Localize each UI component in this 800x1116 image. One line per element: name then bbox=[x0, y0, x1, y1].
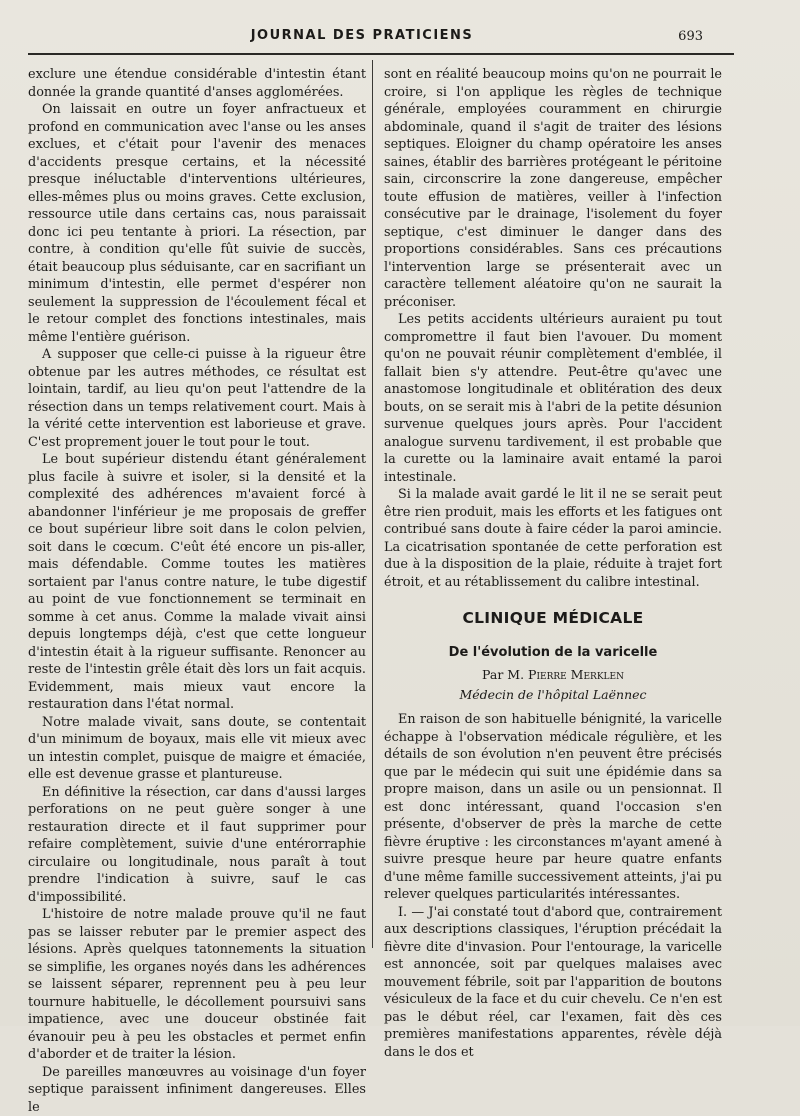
left-column bbox=[28, 66, 366, 1116]
article-title: De l'évolution de la varicelle bbox=[384, 644, 722, 662]
byline bbox=[384, 666, 722, 684]
paragraph: En définitive la résection, car dans d'aussi larges perforations on ne peut guère songer à une restauration directe et il faut supprimer pour refaire complètement, suivie d'une entérorraphie circulaire ou longitudinale, nous paraît à tout prendre l'indication à suivre, sauf le cas d'impossibilité. bbox=[28, 784, 366, 907]
page-number: 693 bbox=[678, 29, 703, 44]
paragraph: I. — J'ai constaté tout d'abord que, contrairement aux descriptions classiques, l'éruption précédait la fièvre dite d'invasion. Pour l'entourage, la varicelle est annoncée, soit par quelques malaises avec mouvement fébrile, soit par l'apparition de boutons vésiculeux de la face et du cuir chevelu. Ce n'en est pas le début réel, car l'examen, fait dès ces premières manifestations apparentes, révèle déjà dans le dos et bbox=[384, 904, 722, 1062]
column-divider bbox=[372, 60, 373, 948]
paragraph: Les petits accidents ultérieurs auraient pu tout compromettre il faut bien l'avouer. Du moment qu'on ne pouvait réunir complètement d'emblée, il fallait bien s'y attendre. Peut-être qu'avec une anastomose longitudinale et oblitération des deux bouts, on se serait mis à l'abri de la petite désunion survenue quelques jours après. Pour l'accident analogue survenu tardivement, il est probable que la curette ou la laminaire avait entamé la paroi intestinale. bbox=[384, 311, 722, 486]
right-column bbox=[384, 66, 722, 1061]
paragraph: exclure une étendue considérable d'intestin étant donnée la grande quantité d'anses agglomérées. bbox=[28, 66, 366, 101]
running-title: JOURNAL DES PRATICIENS bbox=[20, 28, 704, 43]
paragraph: Notre malade vivait, sans doute, se contentait d'un minimum de boyaux, mais elle vit mieux avec un intestin complet, puisque de maigre et émaciée, elle est devenue grasse et plantureuse. bbox=[28, 714, 366, 784]
paragraph: A supposer que celle-ci puisse à la rigueur être obtenue par les autres méthodes, ce résultat est lointain, tardif, au lieu qu'on peut l'attendre de la résection dans un temps relativement court. Mais à la vérité cette intervention est laborieuse et grave. C'est proprement jouer le tout pour le tout. bbox=[28, 346, 366, 451]
author-affiliation: Médecin de l'hôpital Laënnec bbox=[384, 686, 722, 704]
author-name: Pierre Merklen bbox=[528, 667, 624, 682]
paragraph: En raison de son habituelle bénignité, la varicelle échappe à l'observation médicale régulière, et les détails de son évolution n'en peuvent être précisés que par le médecin qui suit une épidémie dans sa propre maison, dans un asile ou un pensionnat. Il est donc intéressant, quand l'occasion s'en présente, d'observer de près la marche de cette fièvre éruptive : les circonstances m'ayant amené à suivre presque heure par heure quatre enfants d'une même famille successivement atteints, j'ai pu relever quelques particularités intéressantes. bbox=[384, 711, 722, 904]
paragraph: Le bout supérieur distendu étant généralement plus facile à suivre et isoler, si la densité et la complexité des adhérences m'avaient forcé à abandonner l'inférieur je me proposais de greffer ce bout supérieur libre soit dans le colon pelvien, soit dans le cœcum. C'eût été encore un pis-aller, mais défendable. Comme toutes les matières sortaient par l'anus contre nature, le tube digestif au point de vue fonctionnement se terminait en somme à cet anus. Comme la malade vivait ainsi depuis longtemps déjà, c'est que cette longueur d'intestin était à la rigueur suffisante. Renoncer au reste de l'intestin grêle était dès lors un fait acquis. Evidemment, mais mieux vaut encore la restauration dans l'état normal. bbox=[28, 451, 366, 714]
paragraph: L'histoire de notre malade prouve qu'il ne faut pas se laisser rebuter par le premier aspect des lésions. Après quelques tatonnements la situation se simplifie, les organes noyés dans les adhérences se laissent séparer, reprennent peu à peu leur tournure habituelle, le décollement poursuivi sans impatience, avec une douceur obstinée fait évanouir peu à peu les obstacles et permet enfin d'aborder et de traiter la lésion. bbox=[28, 906, 366, 1064]
byline-prefix: Par M. bbox=[482, 667, 524, 682]
paragraph: sont en réalité beaucoup moins qu'on ne pourrait le croire, si l'on applique les règles de technique générale, employées couramment en chirurgie abdominale, quand il s'agit de traiter des lésions septiques. Eloigner du champ opératoire les anses saines, établir des barrières protégeant le péritoine sain, circonscrire la zone dangereuse, empêcher toute effusion de matières, veiller à l'infection consécutive par le drainage, l'isolement du foyer septique, c'est diminuer le danger dans des proportions considérables. Sans ces précautions l'intervention large se présenterait avec un caractère tellement aléatoire qu'on ne saurait la préconiser. bbox=[384, 66, 722, 311]
paragraph: Si la malade avait gardé le lit il ne se serait peut être rien produit, mais les efforts et les fatigues ont contribué sans doute à faire céder la paroi amincie. La cicatrisation spontanée de cette perforation est due à la disposition de la plaie, réduite à trajet fort étroit, et au rétablissement du calibre intestinal. bbox=[384, 486, 722, 591]
header-rule bbox=[28, 53, 734, 55]
section-title: CLINIQUE MÉDICALE bbox=[384, 610, 722, 632]
paragraph: De pareilles manœuvres au voisinage d'un foyer septique paraissent infiniment dangereuses. Elles le bbox=[28, 1064, 366, 1116]
paragraph: On laissait en outre un foyer anfractueux et profond en communication avec l'anse ou les anses exclues, et c'était pour l'avenir des menaces d'accidents presque certains, et la nécessité presque inéluctable d'interventions ultérieures, elles-mêmes plus ou moins graves. Cette exclusion, ressource utile dans certains cas, nous paraissait donc ici peu tentante à priori. La résection, par contre, à condition qu'elle fût suivie de succès, était beaucoup plus séduisante, car en sacrifiant un minimum d'intestin, elle permet d'espérer non seulement la suppression de l'écoulement fécal et le retour complet des fonctions intestinales, mais même l'entière guérison. bbox=[28, 101, 366, 346]
